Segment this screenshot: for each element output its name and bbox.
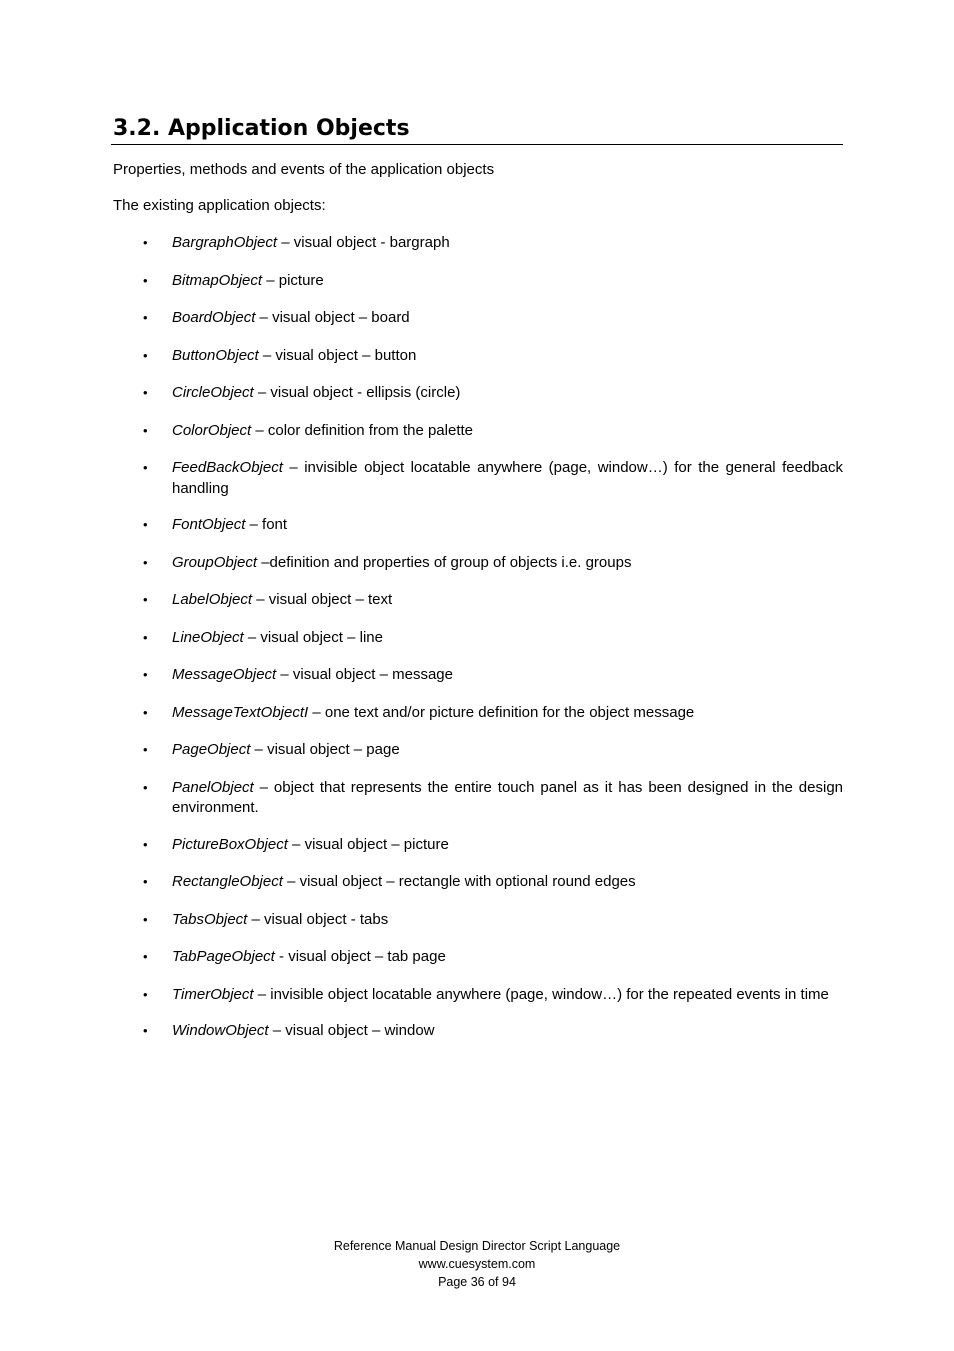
object-name: TimerObject [172,985,254,1003]
object-description: – visual object – window [268,1022,435,1039]
list-item [143,778,843,819]
bullet-icon: • [143,235,148,250]
bullet-icon: • [143,704,148,720]
list-item [143,872,843,893]
list-item [143,910,843,931]
list-item [143,553,843,574]
bullet-icon: • [143,517,148,532]
object-name: BitmapObject [172,271,263,289]
list-item [143,421,843,442]
object-name: FeedBackObject [172,459,283,476]
object-name: ButtonObject [172,346,259,364]
object-description: – picture [262,271,324,289]
existing-objects-label: The existing application objects: [113,197,326,214]
object-description: – visual object – picture [287,835,449,853]
bullet-icon: • [143,836,148,852]
object-description: – visual object – text [252,591,393,608]
object-description: – visual object – page [250,741,400,758]
object-name: LabelObject [172,591,253,608]
object-name: BargraphObject [172,234,278,251]
list-item [143,308,843,329]
list-item [143,515,843,536]
bullet-icon: • [143,385,148,400]
object-name: CircleObject [172,384,254,401]
bullet-icon: • [143,1023,148,1038]
object-description: – visual object – board [255,309,410,326]
object-description: – color definition from the palette [251,421,473,439]
object-name: MessageObject [172,666,277,683]
list-item [143,835,843,856]
intro-paragraph: Properties, methods and events of the application objects [113,161,495,178]
object-description: – invisible object locatable anywhere (page, window…) for the repeated events in time [253,985,829,1003]
section-heading: 3.2. Application Objects [113,116,410,141]
object-name: MessageTextObjectI [172,703,309,721]
object-description: – visual object – line [243,628,383,646]
object-name: FontObject [172,516,246,533]
list-item [143,740,843,761]
object-name: TabPageObject [172,948,275,965]
list-item [143,383,843,404]
bullet-icon: • [143,554,148,570]
list-item [143,271,843,292]
bullet-icon: • [143,592,148,607]
bullet-icon: • [143,310,148,325]
list-item [143,947,843,968]
bullet-icon: • [143,742,148,757]
object-name: BoardObject [172,309,256,326]
object-description: – visual object – button [258,346,417,364]
object-name: WindowObject [172,1022,269,1039]
bullet-icon: • [143,949,148,964]
list-item [143,346,843,367]
heading-underline [111,144,843,145]
object-name: ColorObject [172,421,252,439]
bullet-icon: • [143,986,148,1002]
object-description: – visual object - bargraph [277,234,450,251]
object-name: GroupObject [172,553,258,571]
bullet-icon: • [143,667,148,682]
footer-manual-title: Reference Manual Design Director Script Language [333,1239,621,1253]
list-item [143,590,843,611]
object-description: – invisible object locatable anywhere (page, window…) for the general feedback handling [172,459,843,497]
object-name: TabsObject [172,910,248,928]
object-name: PageObject [172,741,251,758]
object-name: PictureBoxObject [172,835,288,853]
object-description: –definition and properties of group of objects i.e. groups [257,553,632,571]
object-description: - visual object – tab page [274,948,446,965]
footer-website: www.cuesystem.com [418,1257,536,1271]
object-description: – font [245,516,288,533]
list-item [143,458,843,499]
list-item [143,985,843,1006]
object-name: LineObject [172,628,244,646]
list-item [143,665,843,686]
bullet-icon: • [143,874,148,889]
object-description: – visual object – rectangle with optional round edges [282,873,636,890]
bullet-icon: • [143,347,148,363]
application-objects-list [143,233,843,1059]
bullet-icon: • [143,460,148,475]
object-name: PanelObject [172,778,254,796]
list-item [143,1021,843,1042]
object-description: – visual object - tabs [247,910,389,928]
bullet-icon: • [143,272,148,288]
list-item [143,628,843,649]
list-item [143,703,843,724]
bullet-icon: • [143,779,148,795]
footer-page-number: Page 36 of 94 [438,1275,516,1289]
object-description: – one text and/or picture definition for the object message [308,703,695,721]
object-name: RectangleObject [172,873,283,890]
bullet-icon: • [143,629,148,645]
bullet-icon: • [143,911,148,927]
object-description: – visual object - ellipsis (circle) [253,384,461,401]
bullet-icon: • [143,422,148,438]
object-description: – visual object – message [276,666,453,683]
object-description: – object that represents the entire touch panel as it has been designed in the design environment. [172,778,843,816]
list-item [143,233,843,254]
